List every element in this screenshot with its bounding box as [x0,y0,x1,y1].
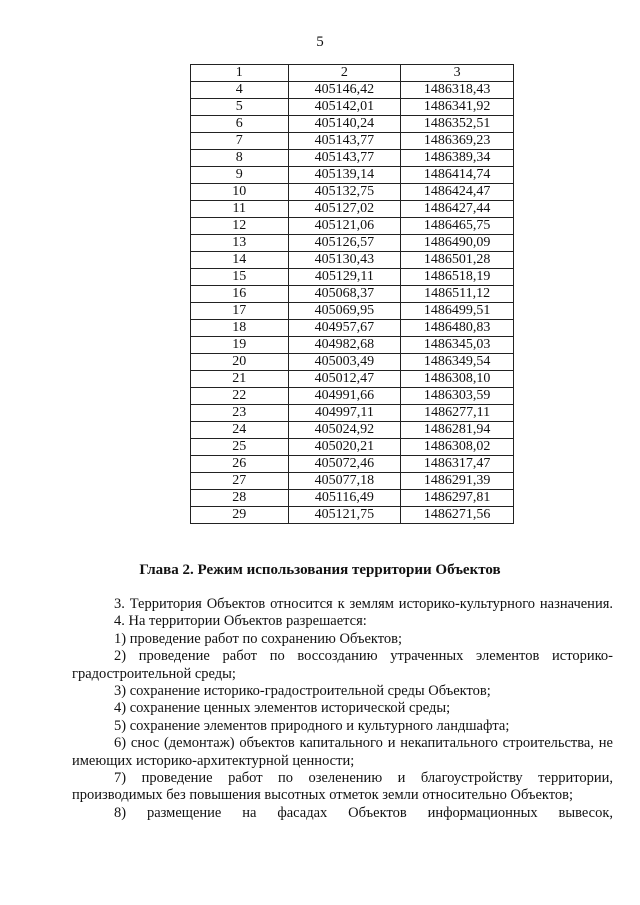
table-cell: 1486427,44 [401,201,514,218]
table-cell: 1486277,11 [401,405,514,422]
table-cell: 1486511,12 [401,286,514,303]
table-cell: 1486414,74 [401,167,514,184]
table-cell: 405143,77 [288,133,401,150]
table-cell: 404982,68 [288,337,401,354]
table-cell: 405132,75 [288,184,401,201]
table-cell: 405121,06 [288,218,401,235]
coordinates-table [190,64,514,524]
table-row [191,456,514,473]
table-cell: 405130,43 [288,252,401,269]
table-cell: 11 [191,201,289,218]
table-cell: 405143,77 [288,150,401,167]
table-row [191,490,514,507]
column-header: 1 [191,65,289,82]
table-cell: 6 [191,116,289,133]
table-row [191,184,514,201]
table-cell: 1486389,34 [401,150,514,167]
table-cell: 405142,01 [288,99,401,116]
table-cell: 405146,42 [288,82,401,99]
list-item: 3) сохранение историко-градостроительной среды Объектов; [114,683,491,700]
table-cell: 13 [191,235,289,252]
table-cell: 404991,66 [288,388,401,405]
table-cell: 405024,92 [288,422,401,439]
paragraph: 4. На территории Объектов разрешается: [114,613,367,630]
table-cell: 1486345,03 [401,337,514,354]
list-item: 5) сохранение элементов природного и культурного ландшафта; [114,717,510,734]
table-cell: 16 [191,286,289,303]
table-cell: 405116,49 [288,490,401,507]
table-cell: 1486318,43 [401,82,514,99]
table-cell: 1486518,19 [401,269,514,286]
table-cell: 405012,47 [288,371,401,388]
table-cell: 405068,37 [288,286,401,303]
table-cell: 1486281,94 [401,422,514,439]
table-cell: 1486341,92 [401,99,514,116]
chapter-title: Глава 2. Режим использования территории Объектов [139,562,501,578]
table-row [191,82,514,99]
table-cell: 19 [191,337,289,354]
table-row [191,320,514,337]
table-cell: 29 [191,507,289,524]
table-row [191,150,514,167]
table-cell: 25 [191,439,289,456]
column-header: 2 [288,65,401,82]
list-item: 7) проведение работ по озеленению и благоустройству территории, производимых без повышения высотных отметок земли относительно Объектов; [72,770,613,804]
table-cell: 9 [191,167,289,184]
table-cell: 21 [191,371,289,388]
table-cell: 1486291,39 [401,473,514,490]
table-cell: 7 [191,133,289,150]
table-cell: 405139,14 [288,167,401,184]
table-cell: 1486499,51 [401,303,514,320]
table-cell: 1486490,09 [401,235,514,252]
table-cell: 405003,49 [288,354,401,371]
table-row [191,388,514,405]
table-cell: 1486308,02 [401,439,514,456]
table-cell: 26 [191,456,289,473]
table-row [191,422,514,439]
table-cell: 1486303,59 [401,388,514,405]
table-cell: 405121,75 [288,507,401,524]
table-cell: 4 [191,82,289,99]
table-row [191,218,514,235]
table-cell: 1486465,75 [401,218,514,235]
table-cell: 1486308,10 [401,371,514,388]
list-item: 8) размещение на фасадах Объектов информационных вывесок, [114,804,613,821]
table-row [191,473,514,490]
table-cell: 23 [191,405,289,422]
table-cell: 1486271,56 [401,507,514,524]
table-cell: 405069,95 [288,303,401,320]
table-cell: 404957,67 [288,320,401,337]
table-cell: 1486501,28 [401,252,514,269]
table-cell: 1486297,81 [401,490,514,507]
table-cell: 1486369,23 [401,133,514,150]
table-cell: 14 [191,252,289,269]
table-cell: 15 [191,269,289,286]
table-cell: 12 [191,218,289,235]
table-row [191,337,514,354]
column-header: 3 [401,65,514,82]
table-cell: 17 [191,303,289,320]
table-cell: 8 [191,150,289,167]
table-cell: 1486480,83 [401,320,514,337]
table-cell: 405140,24 [288,116,401,133]
table-cell: 27 [191,473,289,490]
table-row [191,303,514,320]
table-row [191,286,514,303]
chapter-body [72,596,613,822]
table-cell: 24 [191,422,289,439]
table-cell: 405127,02 [288,201,401,218]
table-cell: 405126,57 [288,235,401,252]
table-row [191,252,514,269]
table-cell: 10 [191,184,289,201]
table-row [191,269,514,286]
table-cell: 22 [191,388,289,405]
table-row [191,507,514,524]
table-header-row [191,65,514,82]
table-cell: 5 [191,99,289,116]
list-item: 6) снос (демонтаж) объектов капитального и некапитального строительства, не имеющих историко-архитектурной ценности; [72,735,613,769]
table-row [191,439,514,456]
table-cell: 405020,21 [288,439,401,456]
table-cell: 405077,18 [288,473,401,490]
table-cell: 1486349,54 [401,354,514,371]
table-row [191,133,514,150]
list-item: 2) проведение работ по воссозданию утраченных элементов историко-градостроительной среды; [72,648,613,682]
table-cell: 405072,46 [288,456,401,473]
list-item: 1) проведение работ по сохранению Объектов; [114,630,403,647]
table-row [191,201,514,218]
table-row [191,99,514,116]
paragraph: 3. Территория Объектов относится к землям историко-культурного назначения. [114,596,613,612]
table-cell: 28 [191,490,289,507]
table-cell: 404997,11 [288,405,401,422]
table-cell: 405129,11 [288,269,401,286]
table-row [191,405,514,422]
table-cell: 1486352,51 [401,116,514,133]
table-cell: 20 [191,354,289,371]
table-cell: 1486317,47 [401,456,514,473]
table-row [191,116,514,133]
table-row [191,235,514,252]
table-cell: 1486424,47 [401,184,514,201]
page-number: 5 [316,34,324,50]
table-cell: 18 [191,320,289,337]
table-row [191,354,514,371]
list-item: 4) сохранение ценных элементов исторической среды; [114,700,451,717]
table-row [191,371,514,388]
table-row [191,167,514,184]
